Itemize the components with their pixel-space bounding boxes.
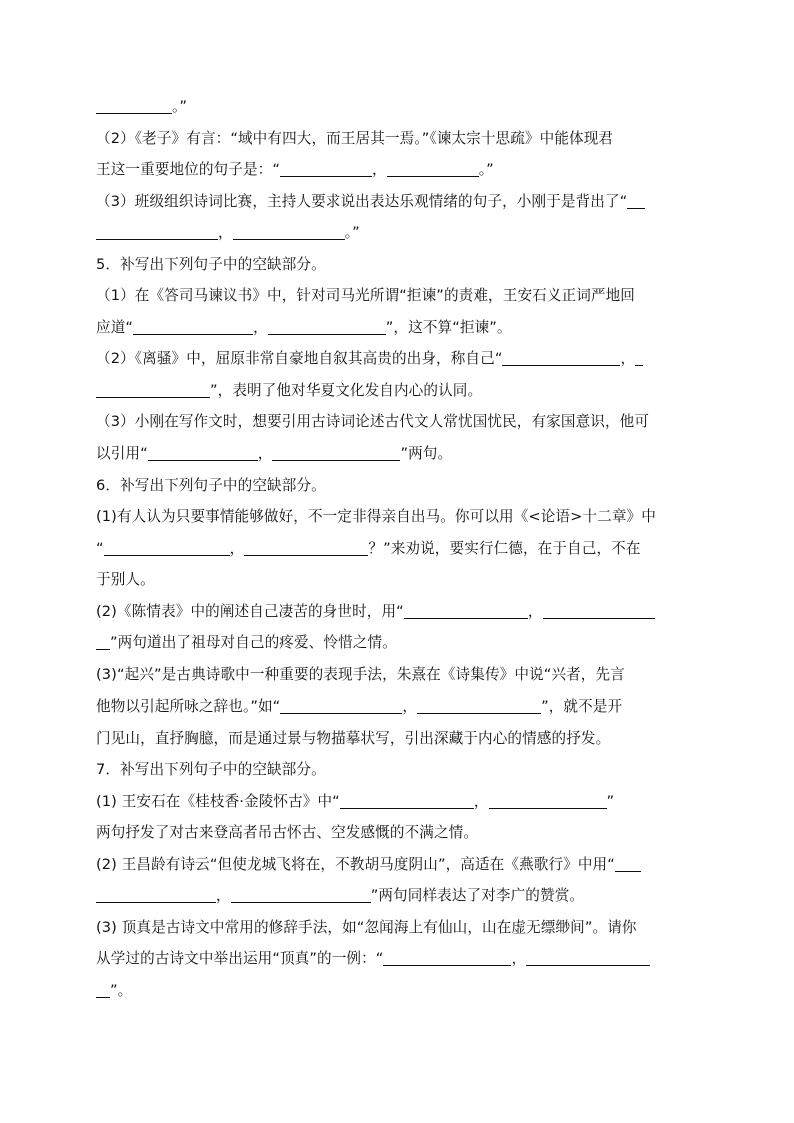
text-line xyxy=(96,381,482,401)
text-line xyxy=(96,981,132,1001)
text-line xyxy=(96,918,637,938)
line-text: ， xyxy=(527,603,543,620)
text-line xyxy=(96,539,641,559)
fill-in-blank[interactable] xyxy=(244,539,368,556)
fill-in-blank[interactable] xyxy=(489,792,607,809)
fill-in-blank[interactable] xyxy=(340,792,474,809)
text-line xyxy=(96,886,584,906)
text-line xyxy=(96,192,645,212)
text-line xyxy=(96,792,614,812)
text-line xyxy=(96,697,622,717)
line-text: ， xyxy=(372,161,387,178)
line-text: ， xyxy=(473,793,489,810)
line-text: 6．补写出下列句子中的空缺部分。 xyxy=(96,477,326,494)
line-text: 王这一重要地位的句子是：“ xyxy=(96,161,280,178)
fill-in-blank[interactable] xyxy=(417,697,541,714)
fill-in-blank[interactable] xyxy=(280,160,372,177)
fill-in-blank[interactable] xyxy=(96,97,172,114)
line-text: ， xyxy=(620,350,636,367)
line-text: ？”来劝说，要实行仁德，在于自己，不在 xyxy=(368,540,641,557)
text-line xyxy=(96,97,187,117)
text-line xyxy=(96,633,397,653)
line-text: 7．补写出下列句子中的空缺部分。 xyxy=(96,761,326,778)
line-text: 于别人。 xyxy=(96,571,155,588)
line-text: (2) 王昌龄有诗云“但使龙城飞将在，不教胡马度阴山”，高适在《燕歌行》中用“ xyxy=(96,856,615,873)
line-text: ”两句同样表达了对李广的赞赏。 xyxy=(370,887,585,904)
text-line xyxy=(96,823,478,843)
line-text: （3）小刚在写作文时，想要引用古诗词论述古代文人常忧国忧民，有家国意识，他可 xyxy=(96,413,650,430)
line-text: 两句抒发了对古来登高者吊古怀古、空发感慨的不满之情。 xyxy=(96,824,479,841)
line-text: 他物以引起所咏之辞也。”如“ xyxy=(96,698,281,715)
fill-in-blank[interactable] xyxy=(280,697,402,714)
line-text: ， xyxy=(511,950,527,967)
fill-in-blank[interactable] xyxy=(148,444,258,461)
line-text: 门见山，直抒胸臆，而是通过景与物描摹状写，引出深藏于内心的情感的抒发。 xyxy=(96,730,611,747)
text-line xyxy=(96,476,326,496)
line-text: 5．补写出下列句子中的空缺部分。 xyxy=(96,256,326,273)
line-text: (1)有人认为只要事情能够做好，不一定非得亲自出马。你可以用《<论语>十二章》中 xyxy=(96,508,656,525)
fill-in-blank[interactable] xyxy=(404,602,528,619)
text-line xyxy=(96,570,155,590)
line-text: ” xyxy=(606,793,615,810)
line-text: 。” xyxy=(478,161,494,178)
line-text: (1) 王安石在《桂枝香·金陵怀古》中“ xyxy=(96,793,340,810)
line-text: ， xyxy=(253,319,268,336)
line-text: 。” xyxy=(172,98,188,115)
fill-in-blank[interactable] xyxy=(387,160,479,177)
fill-in-blank[interactable] xyxy=(233,223,345,240)
text-line xyxy=(96,255,326,275)
line-text: (3)“起兴”是古典诗歌中一种重要的表现手法，朱熹在《诗集传》中说“兴者，先言 xyxy=(96,666,625,683)
text-line xyxy=(96,729,610,749)
line-text: （2）《离骚》中，屈原非常自豪地自叙其高贵的出身，称自己“ xyxy=(96,350,503,367)
fill-in-blank[interactable] xyxy=(615,855,641,872)
text-line xyxy=(96,160,494,180)
fill-in-blank[interactable] xyxy=(96,633,110,650)
text-line xyxy=(96,412,649,432)
text-line xyxy=(96,349,643,369)
line-text: ”。 xyxy=(110,982,133,999)
fill-in-blank[interactable] xyxy=(543,602,655,619)
fill-in-blank[interactable] xyxy=(96,886,216,903)
line-text: ， xyxy=(257,445,273,462)
line-text: (3) 顶真是古诗文中常用的修辞手法，如“忽闻海上有仙山，山在虚无缥缈间”。请你 xyxy=(96,919,637,936)
line-text: ”，表明了他对华夏文化发自内心的认同。 xyxy=(210,382,483,399)
line-text: ， xyxy=(216,887,231,904)
text-line xyxy=(96,318,512,338)
fill-in-blank[interactable] xyxy=(104,539,230,556)
line-text: ， xyxy=(218,224,233,241)
text-line xyxy=(96,665,625,685)
fill-in-blank[interactable] xyxy=(96,981,110,998)
line-text: 应道“ xyxy=(96,319,134,336)
line-text: ”两句道出了祖母对自己的疼爱、怜惜之情。 xyxy=(110,634,397,651)
text-line xyxy=(96,760,326,780)
text-line xyxy=(96,949,650,969)
line-text: （2）《老子》有言：“域中有四大，而王居其一焉。”《谏太宗十思疏》中能体现君 xyxy=(96,130,614,147)
line-text: （1）在《答司马谏议书》中，针对司马光所谓“拒谏”的责难，王安石义正词严地回 xyxy=(96,287,635,304)
text-line xyxy=(96,507,656,527)
text-line xyxy=(96,855,641,875)
fill-in-blank[interactable] xyxy=(502,349,620,366)
text-line xyxy=(96,286,635,306)
line-text: ， xyxy=(402,698,418,715)
line-text: （3）班级组织诗词比赛，主持人要求说出表达乐观情绪的句子，小刚于是背出了“ xyxy=(96,193,628,210)
text-line xyxy=(96,444,452,464)
text-line xyxy=(96,602,655,622)
fill-in-blank[interactable] xyxy=(383,949,511,966)
fill-in-blank[interactable] xyxy=(268,318,386,335)
line-text: ”，这不算“拒谏”。 xyxy=(385,319,512,336)
line-text: 。” xyxy=(344,224,360,241)
fill-in-blank[interactable] xyxy=(96,223,218,240)
fill-in-blank[interactable] xyxy=(96,381,210,398)
line-text: “ xyxy=(96,540,104,557)
line-text: ， xyxy=(229,540,245,557)
fill-in-blank[interactable] xyxy=(133,318,253,335)
text-line xyxy=(96,223,360,243)
line-text: 从学过的古诗文中举出运用“顶真”的一例：“ xyxy=(96,950,384,967)
fill-in-blank[interactable] xyxy=(272,444,400,461)
text-line xyxy=(96,129,613,149)
fill-in-blank[interactable] xyxy=(627,192,645,209)
fill-in-blank[interactable] xyxy=(526,949,650,966)
line-text: ”两句。 xyxy=(400,445,453,462)
line-text: (2)《陈情表》中的阐述自己凄苦的身世时，用“ xyxy=(96,603,404,620)
fill-in-blank[interactable] xyxy=(635,349,643,366)
line-text: 以引用“ xyxy=(96,445,148,462)
fill-in-blank[interactable] xyxy=(231,886,371,903)
line-text: ”，就不是开 xyxy=(541,698,623,715)
